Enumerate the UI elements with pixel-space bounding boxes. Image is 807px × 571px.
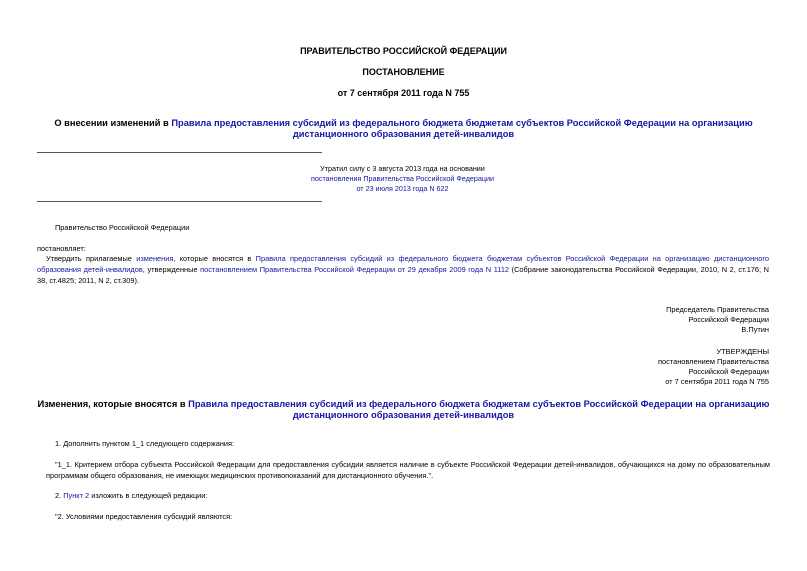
signature-position-2: Российской Федерации (688, 315, 769, 324)
government-subject: Правительство Российской Федерации (55, 223, 190, 232)
divider-top (37, 152, 322, 153)
changes-title-line2[interactable]: дистанционного образования детей-инвалидов (292, 410, 515, 420)
point-2-link[interactable]: Пункт 2 (63, 491, 90, 500)
p1-text-a: Утвердить прилагаемые (46, 254, 137, 263)
p1-text-b: , которые вносятся в (173, 254, 256, 263)
changes-title-prefix: Изменения, которые вносятся в (37, 399, 189, 409)
change-item-1-text: "1_1. Критерием отбора субъекта Российской Федерации для предоставления субсидии является наличие в субъекте Российской Федерации детей-инвалидов, обучающихся на дому по образовательным программам общего образования, не имеющих медицинских противопоказаний для дистанционного обучения.". (46, 460, 770, 480)
approved-line-2: Российской Федерации (688, 367, 769, 376)
approved-line-3: от 7 сентября 2011 года N 755 (665, 377, 769, 386)
change-item-2-text: "2. Условиями предоставления субсидий являются: (55, 512, 233, 521)
resolves-label: постановляет: (37, 244, 86, 253)
approved-block (569, 347, 769, 387)
resolution-1112-link[interactable]: постановлением Правительства Российской Федерации от 29 декабря 2009 года N 1112 (200, 265, 510, 274)
p1-text-d: (Собрание законодательства Российской Федерации, 2010, N 2, ст.176; N 38, ст.4825; 2011, N 2, ст.309). (37, 265, 770, 285)
signature-name: В.Путин (741, 325, 769, 334)
change-item-2 (55, 490, 770, 501)
resolution-paragraph (37, 253, 769, 286)
document-title-line2[interactable]: дистанционного образования детей-инвалидов (292, 129, 515, 139)
signature-position-1: Председатель Правительства (666, 305, 769, 314)
approved-line-1: постановлением Правительства (658, 357, 769, 366)
approved-label: УТВЕРЖДЕНЫ (716, 347, 769, 356)
status-note (300, 164, 505, 194)
status-note-text: Утратил силу с 3 августа 2013 года на основании (320, 164, 485, 173)
item2-suffix: изложить в следующей редакции: (89, 491, 208, 500)
government-header: ПРАВИТЕЛЬСТВО РОССИЙСКОЙ ФЕДЕРАЦИИ (300, 46, 507, 56)
rules-link[interactable]: Правила предоставления субсидий из федерального бюджета бюджетам субъектов Российской Федерации на организацию (171, 118, 753, 128)
change-item-1: 1. Дополнить пунктом 1_1 следующего содержания: (55, 439, 235, 448)
changes-rules-link[interactable]: Правила предоставления субсидий из федерального бюджета бюджетам субъектов Российской Федерации на организацию (188, 399, 770, 409)
document-type: ПОСТАНОВЛЕНИЕ (362, 67, 445, 77)
p1-text-c: , утвержденные (142, 265, 201, 274)
repeal-resolution-link[interactable]: постановления Правительства Российской Федерации (310, 174, 495, 183)
title-prefix: О внесении изменений в (54, 118, 172, 128)
changes-link[interactable]: изменения (136, 254, 174, 263)
divider-bottom (37, 201, 322, 202)
repeal-resolution-date-link[interactable]: от 23 июля 2013 года N 622 (356, 184, 449, 193)
signature-block (569, 305, 769, 335)
rules-full-link[interactable]: Правила предоставления субсидий из федерального бюджета бюджетам субъектов Российской Федерации на организацию дистанционного образования детей-инвалидов (37, 254, 769, 274)
document-date-number: от 7 сентября 2011 года N 755 (337, 88, 470, 98)
item2-prefix: 2. (55, 491, 64, 500)
